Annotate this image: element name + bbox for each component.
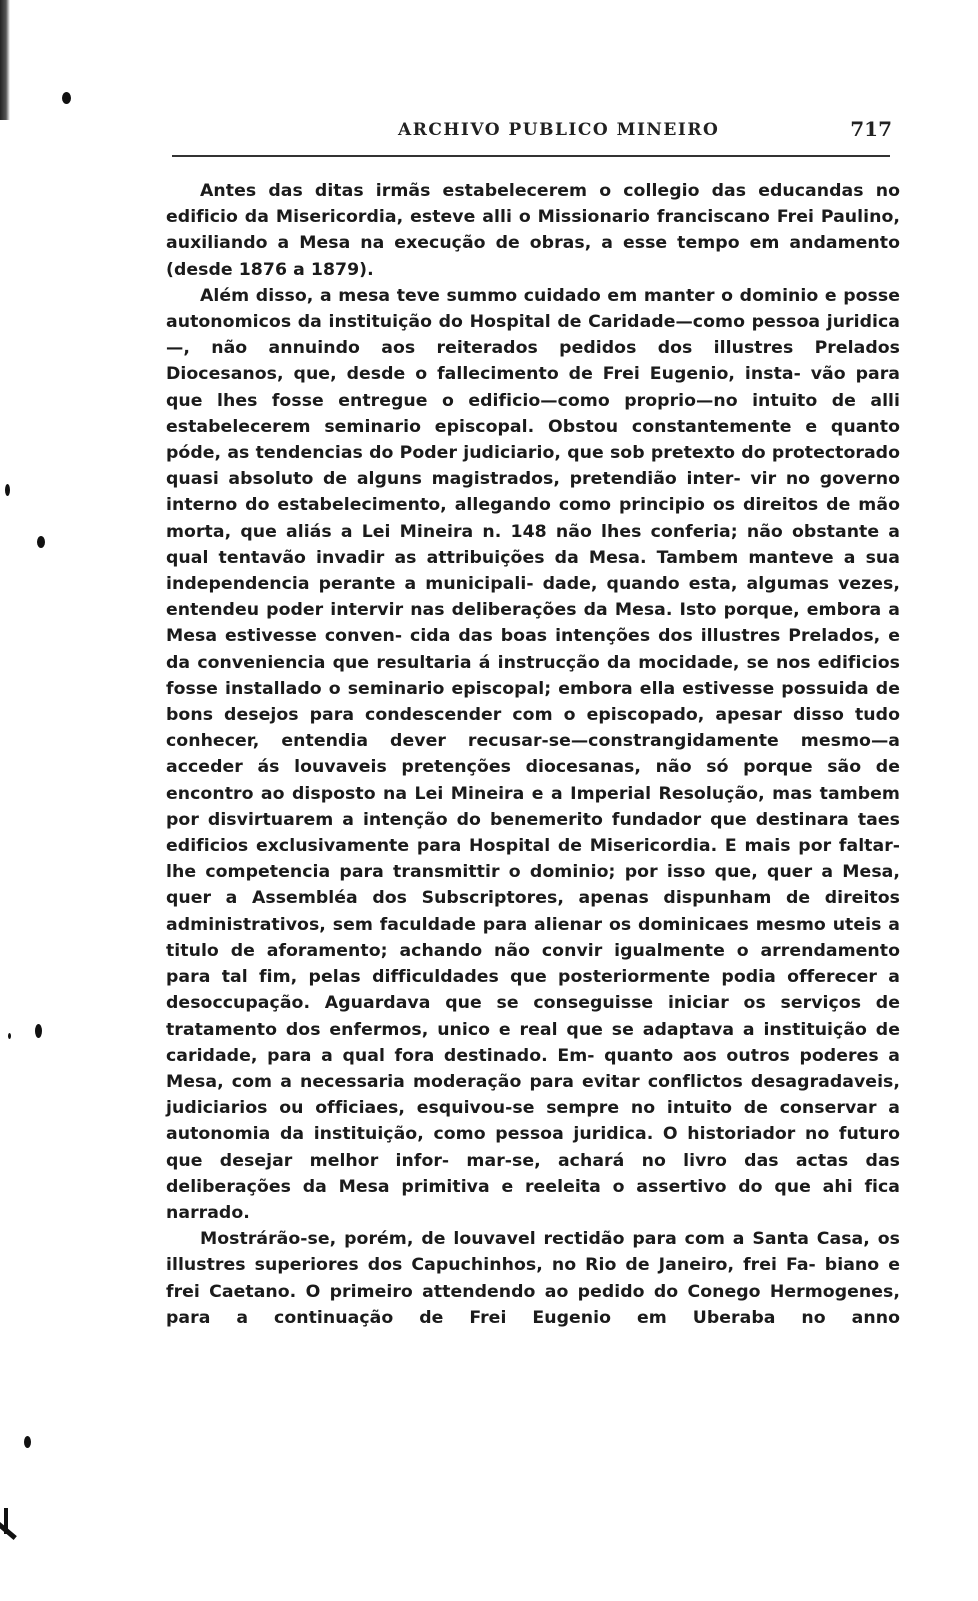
running-title: ARCHIVO PUBLICO MINEIRO <box>398 120 720 140</box>
paragraph: Antes das ditas irmãs estabelecerem o collegio das educandas no edificio da Misericordia, esteve alli o Missionario franciscano Frei Paulino, auxiliando a Mesa na execução de obras, a esse tempo em andamento (desde 1876 a 1879). <box>166 181 900 280</box>
scan-speck <box>8 1033 11 1039</box>
scan-left-edge-shadow <box>0 0 10 120</box>
paragraph: Além disso, a mesa teve summo cuidado em manter o dominio e posse autonomicos da instituição do Hospital de Caridade—como pessoa juridica —, não annuindo aos reiterados pedidos dos illustres Prelados Diocesanos, que, desde o fallecimento de Frei Eugenio, insta- vão para que lhes fosse entregue o edificio—como proprio—no intuito de alli estabelecerem seminario episcopal. Obstou constantemente e quanto póde, as tendencias do Poder judiciario, que sob pretexto do protectorado quasi absoluto de alguns magistrados, pretendião inter- vir no governo interno do estabelecimento, allegando como principio os direitos de mão morta, que aliás a Lei Mineira n. 148 não lhes conferia; não obstante a qual tentavão invadir as attribuições da Mesa. Tambem manteve a sua independencia perante a municipali- dade, quando esta, algumas vezes, entendeu poder intervir nas deliberações da Mesa. Isto porque, embora a Mesa estivesse conven- cida das boas intenções dos illustres Prelados, e da conveniencia que resultaria á instrucção da mocidade, se nos edificios fosse installado o seminario episcopal; embora ella estivesse possuida de bons desejos para condescender com o episcopado, apesar disso tudo conhecer, entendia dever recusar-se—constrangidamente mesmo—a acceder ás louvaveis pretenções diocesanas, não só porque são de encontro ao disposto na Lei Mineira e a Imperial Resolução, mas tambem por disvirtuarem a intenção do benemerito fundador que destinara taes edificios exclusivamente para Hospital de Misericordia. E mais por faltar-lhe competencia para transmittir o dominio; por isso que, quer a Mesa, quer a Assembléa dos Subscriptores, apenas dispunham de direitos administrativos, sem faculdade para alienar os dominicaes mesmo uteis a titulo de aforamento; achando não convir igualmente o arrendamento para tal fim, pelas difficuldades que posteriormente podia offerecer a desoccupação. Aguardava que se conseguisse iniciar os serviços de tratamento dos enfermos, unico e real que se adaptava a instituição de caridade, para a qual fora destinado. Em- quanto aos outros poderes a Mesa, com a necessaria moderação para evitar conflictos desagradaveis, judiciarios ou officiaes, esquivou-se sempre no intuito de conservar a autonomia da instituição, como pessoa juridica. O historiador no futuro que desejar melhor infor- mar-se, achará no livro das actas das deliberações da Mesa primitiva e reeleita o assertivo do que ahi fica narrado. <box>166 285 900 1223</box>
page-number: 717 <box>850 117 892 141</box>
scan-speck <box>24 1436 31 1448</box>
body-text <box>166 178 900 1331</box>
scan-corner-mark <box>0 1522 17 1540</box>
paragraph: Mostrárão-se, porém, de louvavel rectidão para com a Santa Casa, os illustres superiores dos Capuchinhos, no Rio de Janeiro, frei Fa- biano e frei Caetano. O primeiro attendendo ao pedido do Conego Hermogenes, para a continuação de Frei Eugenio em Uberaba no anno <box>166 1229 900 1328</box>
scan-corner-mark <box>4 1508 8 1534</box>
page-header <box>170 117 900 150</box>
scan-speck <box>37 536 45 548</box>
scan-speck <box>62 92 71 104</box>
header-divider <box>172 155 890 157</box>
scan-speck <box>5 484 10 496</box>
scan-speck <box>35 1024 42 1038</box>
